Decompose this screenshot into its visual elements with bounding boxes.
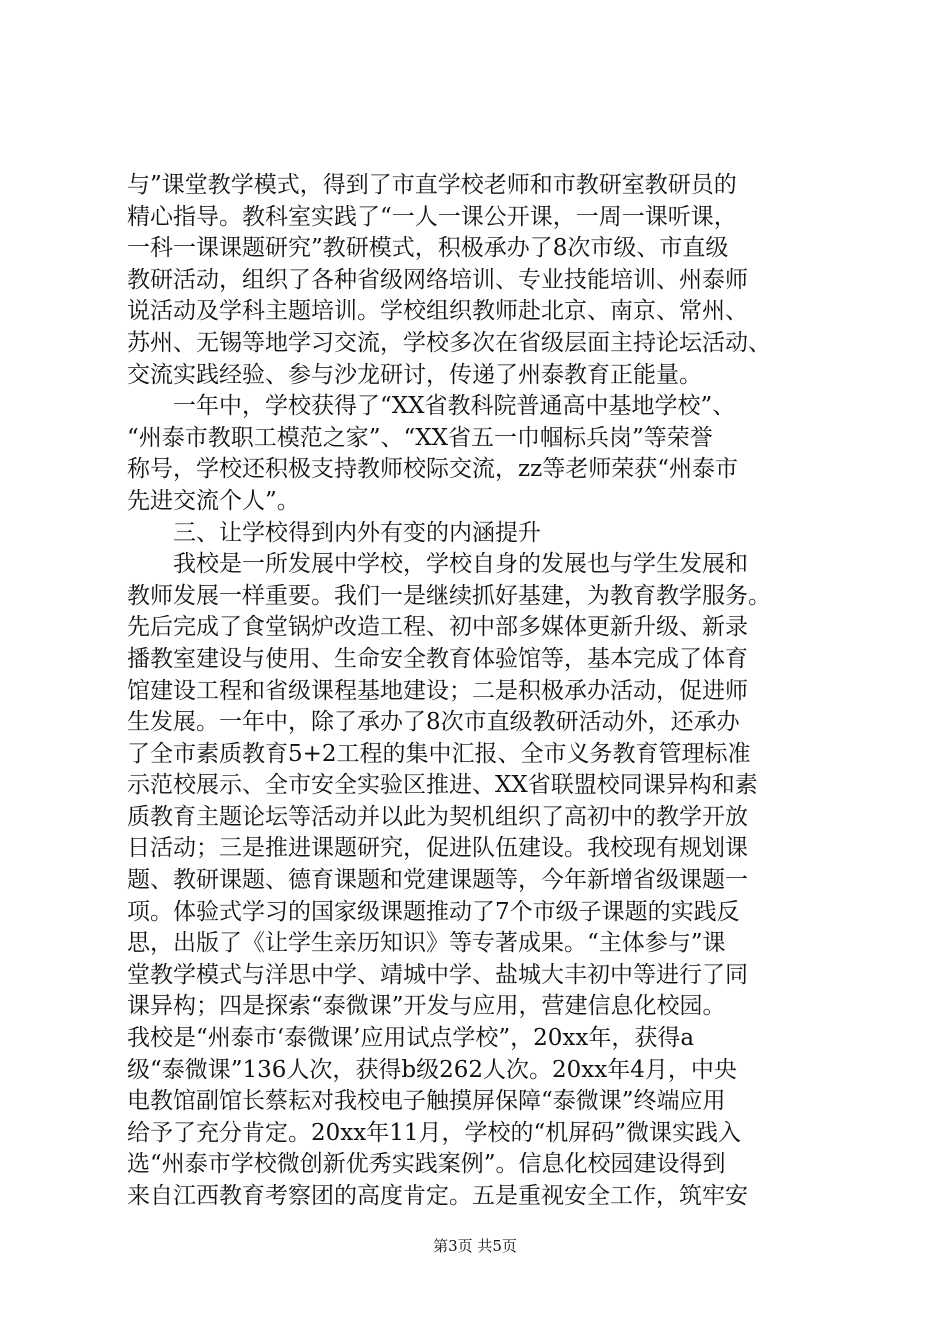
text-line: 了全市素质教育5+2工程的集中汇报、全市义务教育管理标准 bbox=[127, 740, 751, 767]
text-line: 教师发展一样重要。我们一是继续抓好基建，为教育教学服务。 bbox=[127, 582, 771, 609]
text-line: 先后完成了食堂锅炉改造工程、初中部多媒体更新升级、新录 bbox=[127, 614, 748, 641]
text-line: 级“泰微课”136人次，获得b级262人次。20xx年4月，中央 bbox=[127, 1056, 737, 1083]
text-line: 课异构；四是探索“泰微课”开发与应用，营建信息化校园。 bbox=[127, 993, 726, 1020]
text-line: 给予了充分肯定。20xx年11月，学校的“机屏码”微课实践入 bbox=[127, 1119, 741, 1146]
text-line: 先进交流个人”。 bbox=[127, 487, 300, 514]
body-text bbox=[127, 170, 847, 1213]
text-line: 题、教研课题、德育课题和党建课题等，今年新增省级课题一 bbox=[127, 867, 748, 894]
text-line: 一科一课课题研究”教研模式，积极承办了8次市级、市直级 bbox=[127, 235, 729, 262]
text-line: 我校是“州泰市‘泰微课’应用试点学校”，20xx年，获得a bbox=[127, 1025, 695, 1052]
text-line: 说活动及学科主题培训。学校组织教师赴北京、南京、常州、 bbox=[127, 298, 748, 325]
text-line: 与”课堂教学模式，得到了市直学校老师和市教研室教研员的 bbox=[127, 172, 737, 198]
text-line: 生发展。一年中，除了承办了8次市直级教研活动外，还承办 bbox=[127, 709, 740, 736]
text-line: 苏州、无锡等地学习交流，学校多次在省级层面主持论坛活动、 bbox=[127, 329, 771, 356]
text-line: 称号，学校还积极支持教师校际交流，zz等老师荣获“州泰市 bbox=[127, 456, 738, 483]
text-line: 教研活动，组织了各种省级网络培训、专业技能培训、州泰师 bbox=[127, 266, 748, 293]
text-line: 精心指导。教科室实践了“一人一课公开课，一周一课听课， bbox=[127, 203, 737, 230]
text-line: 电教馆副馆长蔡耘对我校电子触摸屏保障“泰微课”终端应用 bbox=[127, 1088, 726, 1115]
text-line: 三、让学校得到内外有变的内涵提升 bbox=[127, 519, 541, 546]
text-line: 示范校展示、全市安全实验区推进、XX省联盟校同课异构和素 bbox=[127, 772, 758, 799]
text-line: 我校是一所发展中学校，学校自身的发展也与学生发展和 bbox=[127, 551, 748, 578]
text-line: 一年中，学校获得了“XX省教科院普通高中基地学校”、 bbox=[127, 393, 736, 420]
text-line: 堂教学模式与洋思中学、靖城中学、盐城大丰初中等进行了同 bbox=[127, 961, 748, 988]
text-line: 交流实践经验、参与沙龙研讨，传递了州泰教育正能量。 bbox=[127, 361, 702, 388]
text-line: 项。体验式学习的国家级课题推动了7个市级子课题的实践反 bbox=[127, 898, 740, 925]
text-line: 馆建设工程和省级课程基地建设；二是积极承办活动，促进师 bbox=[127, 677, 748, 704]
page-footer: 第3页 共5页 bbox=[433, 1237, 517, 1255]
text-line: 质教育主题论坛等活动并以此为契机组织了高初中的教学开放 bbox=[127, 803, 748, 830]
text-line: 选“州泰市学校微创新优秀实践案例”。信息化校园建设得到 bbox=[127, 1151, 726, 1178]
text-line: 来自江西教育考察团的高度肯定。五是重视安全工作，筑牢安 bbox=[127, 1183, 748, 1209]
text-line: “州泰市教职工模范之家”、“XX省五一巾帼标兵岗”等荣誉 bbox=[127, 424, 713, 451]
text-line: 日活动；三是推进课题研究，促进队伍建设。我校现有规划课 bbox=[127, 835, 748, 862]
text-line: 思，出版了《让学生亲历知识》等专著成果。“主体参与”课 bbox=[127, 930, 726, 957]
text-line: 播教室建设与使用、生命安全教育体验馆等，基本完成了体育 bbox=[127, 645, 748, 672]
